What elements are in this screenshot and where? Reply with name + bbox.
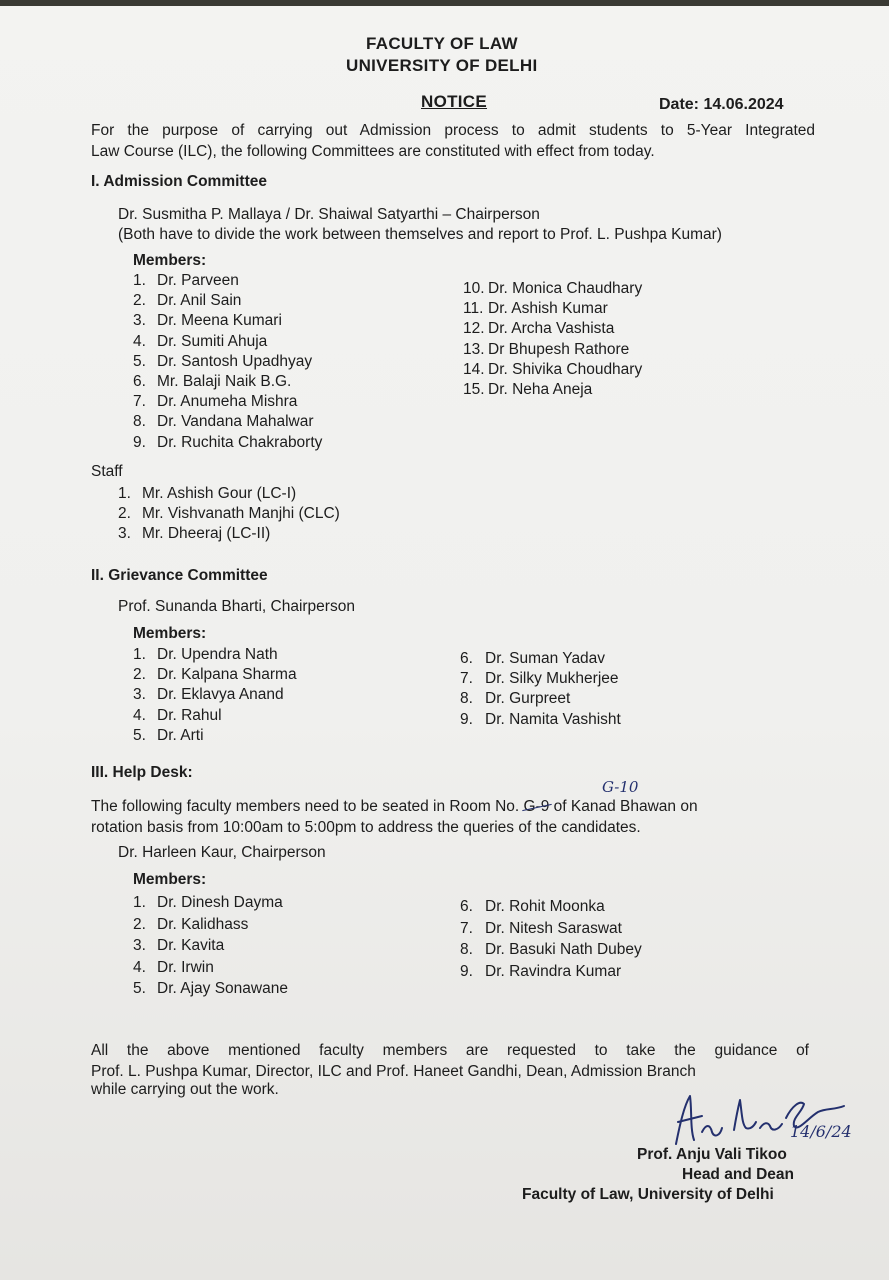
helpdesk-heading: III. Help Desk: <box>91 764 193 781</box>
list-item: 15. Dr. Neha Aneja <box>463 380 593 398</box>
list-item: 5. Dr. Santosh Upadhyay <box>133 352 313 370</box>
list-item: 7. Dr. Nitesh Saraswat <box>460 919 622 937</box>
list-item: 1. Dr. Parveen <box>133 272 239 289</box>
staff-list <box>118 484 340 545</box>
list-item: 2. Mr. Vishvanath Manjhi (CLC) <box>118 505 340 523</box>
helpdesk-members-label: Members: <box>133 871 207 888</box>
closing-line-2: Prof. L. Pushpa Kumar, Director, ILC and Prof. Haneet Gandhi, Dean, Admission Branch <box>91 1063 696 1080</box>
closing-line-3: while carrying out the work. <box>91 1081 279 1098</box>
helpdesk-members-right <box>460 896 642 982</box>
helpdesk-members-left <box>133 892 288 1000</box>
grievance-members-label: Members: <box>133 625 207 642</box>
admission-members-right <box>463 279 642 400</box>
list-item: 11. Dr. Ashish Kumar <box>463 300 608 318</box>
list-item: 1. Dr. Dinesh Dayma <box>133 894 283 911</box>
admission-members-label: Members: <box>133 252 207 269</box>
signatory-name: Prof. Anju Vali Tikoo <box>637 1146 787 1163</box>
admission-chair: Dr. Susmitha P. Mallaya / Dr. Shaiwal Satyarthi – Chairperson <box>118 206 540 223</box>
handwritten-date: 14/6/24 <box>790 1122 852 1141</box>
handwritten-room-correction: G-10 <box>602 778 639 796</box>
helpdesk-line-2: rotation basis from 10:00am to 5:00pm to address the queries of the candidates. <box>91 819 641 836</box>
list-item: 6. Mr. Balaji Naik B.G. <box>133 372 292 390</box>
helpdesk-chair: Dr. Harleen Kaur, Chairperson <box>118 844 326 861</box>
list-item: 7. Dr. Silky Mukherjee <box>460 670 619 688</box>
intro-line-1: For the purpose of carrying out Admission process to admit students to 5-Year Integrated <box>91 122 815 139</box>
grievance-members-left <box>133 645 297 746</box>
list-item: 4. Dr. Rahul <box>133 706 222 724</box>
list-item: 10. Dr. Monica Chaudhary <box>463 280 643 297</box>
list-item: 2. Dr. Kalpana Sharma <box>133 666 297 684</box>
signatory-org: Faculty of Law, University of Delhi <box>522 1186 774 1203</box>
list-item: 6. Dr. Suman Yadav <box>460 650 606 667</box>
list-item: 3. Dr. Meena Kumari <box>133 312 282 330</box>
list-item: 9. Dr. Namita Vashisht <box>460 710 621 728</box>
admission-heading: I. Admission Committee <box>91 173 267 190</box>
list-item: 1. Dr. Upendra Nath <box>133 646 278 663</box>
list-item: 5. Dr. Arti <box>133 726 204 744</box>
university-title: UNIVERSITY OF DELHI <box>346 56 538 75</box>
list-item: 5. Dr. Ajay Sonawane <box>133 980 288 997</box>
list-item: 14. Dr. Shivika Choudhary <box>463 360 643 378</box>
grievance-chair: Prof. Sunanda Bharti, Chairperson <box>118 598 355 615</box>
admission-chair-note: (Both have to divide the work between themselves and report to Prof. L. Pushpa Kumar) <box>118 226 722 243</box>
list-item: 6. Dr. Rohit Moonka <box>460 898 605 915</box>
list-item: 9. Dr. Ravindra Kumar <box>460 962 622 980</box>
grievance-members-right <box>460 649 621 730</box>
list-item: 3. Dr. Kavita <box>133 937 225 954</box>
list-item: 3. Mr. Dheeraj (LC-II) <box>118 525 271 543</box>
admission-members-left <box>133 271 322 453</box>
list-item: 2. Dr. Kalidhass <box>133 915 249 933</box>
list-item: 7. Dr. Anumeha Mishra <box>133 393 298 411</box>
list-item: 2. Dr. Anil Sain <box>133 292 242 310</box>
list-item: 13. Dr Bhupesh Rathore <box>463 340 630 358</box>
notice-heading: NOTICE <box>421 92 488 111</box>
grievance-heading: II. Grievance Committee <box>91 567 268 584</box>
list-item: 1. Mr. Ashish Gour (LC-I) <box>118 485 297 502</box>
list-item: 4. Dr. Irwin <box>133 958 214 976</box>
closing-line-1: All the above mentioned faculty members are requested to take the guidance of <box>91 1042 809 1059</box>
helpdesk-line-1: The following faculty members need to be seated in Room No. G-9 of Kanad Bhawan on <box>91 798 698 815</box>
signatory-title: Head and Dean <box>682 1166 794 1183</box>
list-item: 3. Dr. Eklavya Anand <box>133 686 284 704</box>
staff-label: Staff <box>91 463 123 480</box>
list-item: 12. Dr. Archa Vashista <box>463 320 615 338</box>
list-item: 9. Dr. Ruchita Chakraborty <box>133 433 323 451</box>
list-item: 8. Dr. Gurpreet <box>460 690 571 708</box>
list-item: 4. Dr. Sumiti Ahuja <box>133 332 268 350</box>
intro-line-2: Law Course (ILC), the following Committees are constituted with effect from today. <box>91 143 655 160</box>
struck-room-number: G-9 <box>523 798 550 815</box>
faculty-title: FACULTY OF LAW <box>366 34 518 53</box>
list-item: 8. Dr. Basuki Nath Dubey <box>460 941 642 958</box>
scan-edge <box>0 0 889 6</box>
list-item: 8. Dr. Vandana Mahalwar <box>133 413 314 431</box>
notice-date: Date: 14.06.2024 <box>659 96 784 113</box>
